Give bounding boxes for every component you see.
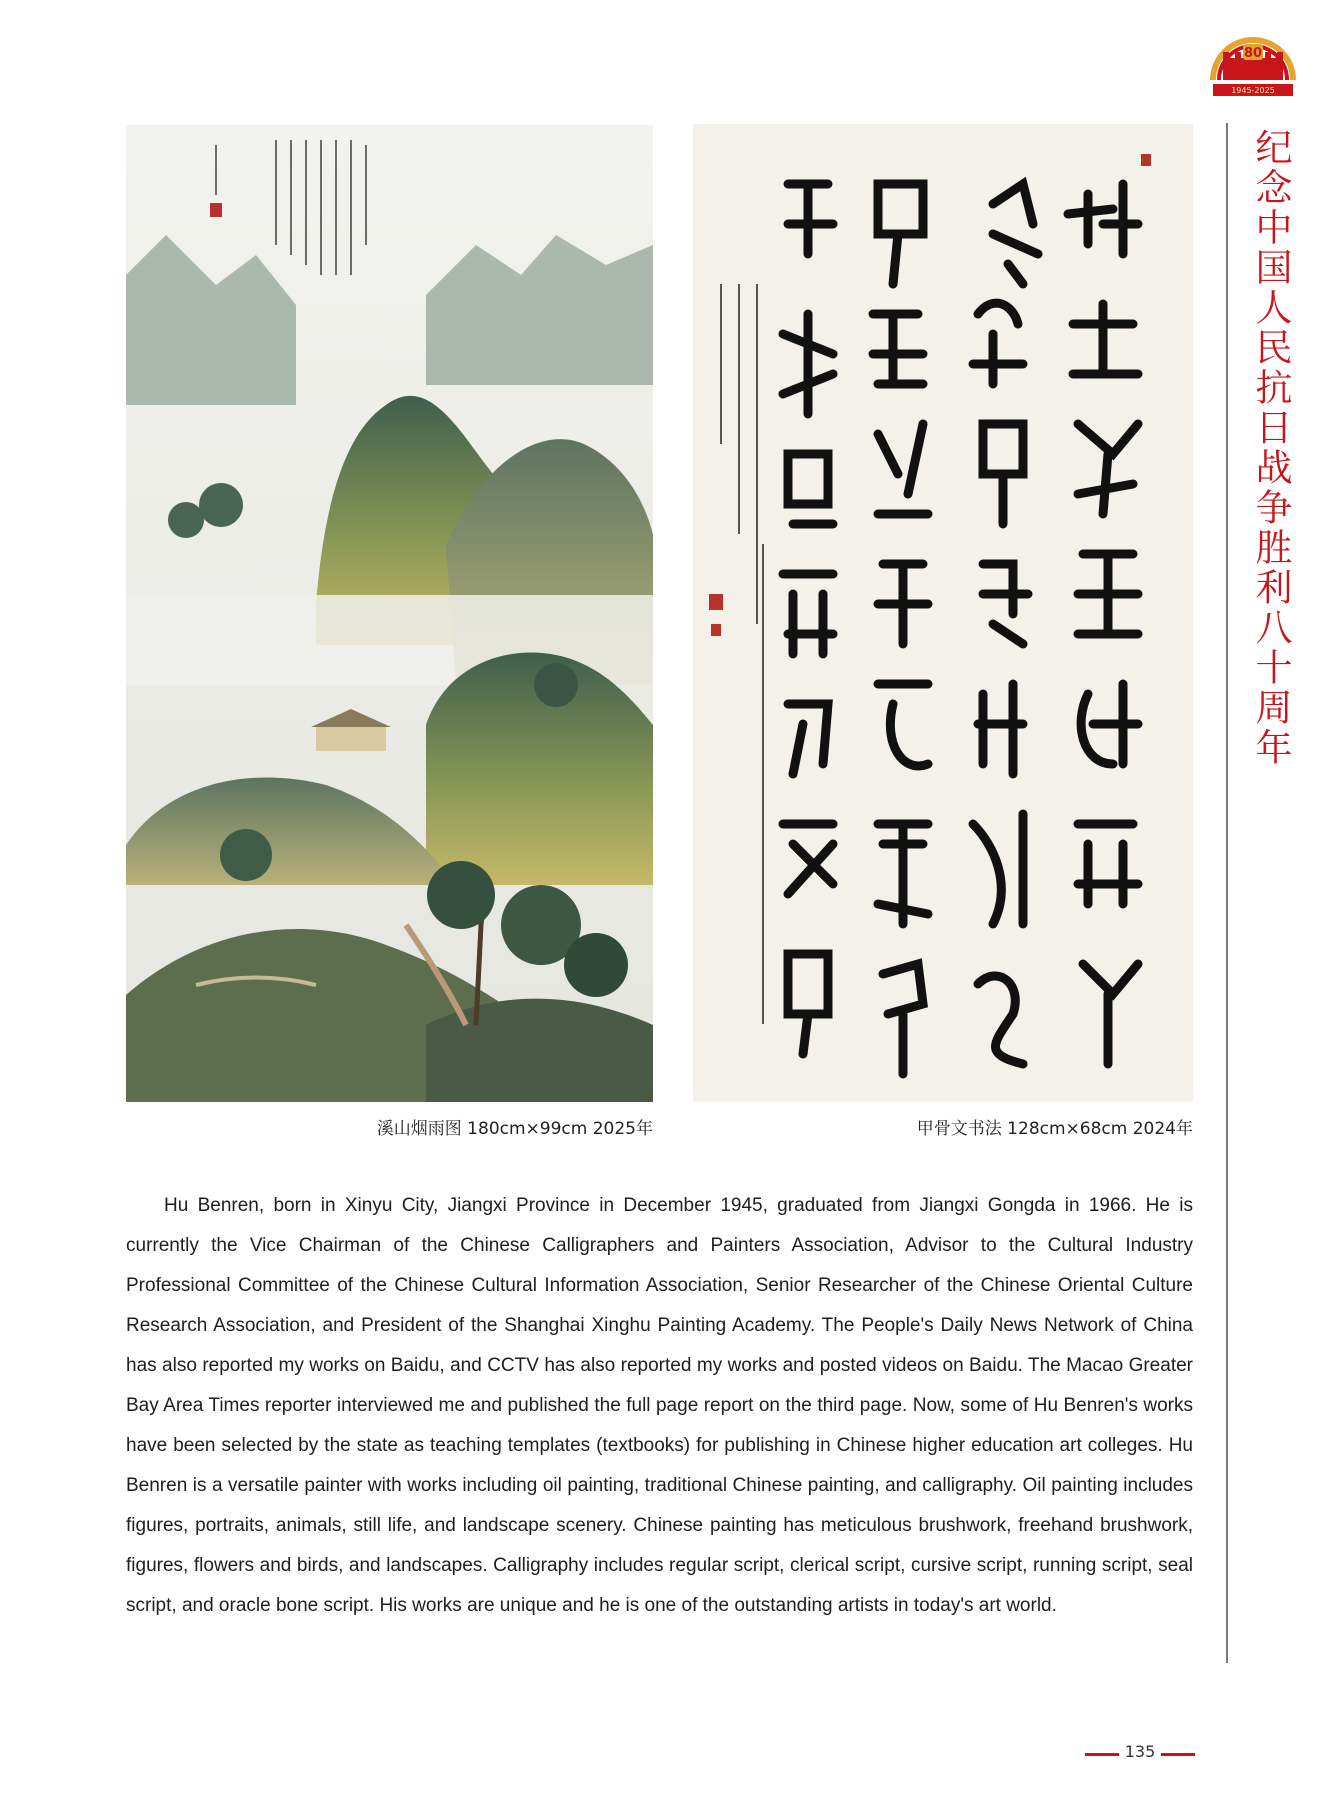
figure-caption-2: 甲骨文书法 128cm×68cm 2024年 — [916, 1119, 1193, 1139]
page-number-text: 135 — [1124, 1742, 1156, 1761]
svg-text:80: 80 — [1243, 46, 1263, 61]
landscape-painting — [126, 125, 653, 1102]
anniversary-logo — [1205, 18, 1301, 102]
svg-text:1945-2025: 1945-2025 — [1231, 86, 1275, 95]
page-number-rule-left — [1085, 1753, 1119, 1756]
oracle-bone-calligraphy — [693, 124, 1193, 1102]
figure-caption-1: 溪山烟雨图 180cm×99cm 2025年 — [376, 1119, 653, 1139]
page-number-rule-right — [1161, 1753, 1195, 1756]
vertical-title: 纪念中国人民抗日战争胜利八十周年 — [1249, 128, 1292, 768]
vertical-divider — [1226, 123, 1228, 1663]
artist-biography: Hu Benren, born in Xinyu City, Jiangxi Province in December 1945, graduated from Jiangxi Gongda in 1966. He is currently the Vice Chairman of the Chinese Calligraphers and Painters Association, Advisor to the Cultural Industry Professional Committee of the Chinese Cultural Information Association, Senior Researcher of the Chinese Oriental Culture Research Association, and President of the Shanghai Xinghu Painting Academy. The People's Daily News Network of China has also reported my works on Baidu, and CCTV has also reported my works and posted videos on Baidu. The Macao Greater Bay Area Times reporter interviewed me and published the full page report on the third page. Now, some of Hu Benren's works have been selected by the state as teaching templates (textbooks) for publishing in Chinese higher education art colleges. Hu Benren is a versatile painter with works including oil painting, traditional Chinese painting, and calligraphy. Oil painting includes figures, portraits, animals, still life, and landscape scenery. Chinese painting has meticulous brushwork, freehand brushwork, figures, flowers and birds, and landscapes. Calligraphy includes regular script, clerical script, cursive script, running script, seal script, and oracle bone script. His works are unique and he is one of the outstanding artists in today's art world. — [126, 1195, 1193, 1616]
page-number — [1085, 1742, 1195, 1766]
